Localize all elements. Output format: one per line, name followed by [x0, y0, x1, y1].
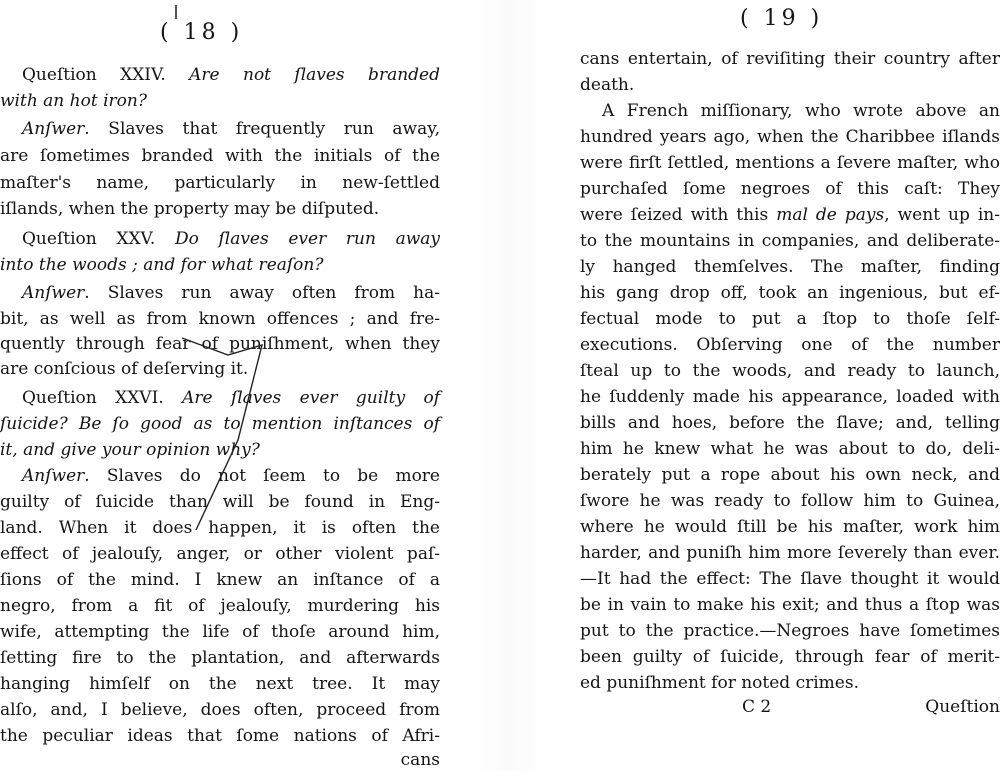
text: berately put a rope about his own neck, and — [580, 465, 1000, 485]
text-line-content — [0, 491, 440, 513]
text: were firſt ſettled, mentions a ſevere maſter, who — [580, 153, 1000, 173]
text-line — [0, 145, 440, 167]
text: effect of jealouſy, anger, or other violent paſ- — [0, 544, 440, 564]
text-line-content — [0, 517, 440, 539]
text-line — [0, 569, 440, 591]
text-line-content — [580, 230, 1000, 252]
text: cans — [400, 750, 440, 770]
text-line-content — [0, 699, 440, 721]
text-line — [22, 465, 440, 487]
text-line — [580, 126, 1000, 148]
italic-text: ſuicide? Be ſo good as to mention inſtances of — [0, 414, 440, 434]
text: harder, and puniſh him more ſeverely than ever. — [580, 543, 1000, 563]
text-line — [0, 517, 440, 539]
text: Queſtion XXVI. — [22, 388, 183, 408]
text: A French miſſionary, who wrote above an — [602, 101, 1000, 121]
text-line-content — [22, 387, 440, 409]
text: were ſeized with this — [580, 205, 777, 225]
text-line — [580, 74, 1000, 96]
text-line-content — [580, 490, 1000, 512]
text: fectual mode to put a ſtop to thoſe ſelf- — [580, 309, 1000, 329]
text-line — [580, 152, 1000, 174]
text: land. When it does happen, it is often the — [0, 518, 440, 538]
text: are conſcious of deſerving it. — [0, 359, 249, 379]
italic-text: Anſwer — [22, 283, 85, 303]
text-line-content — [580, 256, 1000, 278]
italic-text: it, and give your opinion why? — [0, 440, 260, 460]
text: been guilty of ſuicide, through fear of merit- — [580, 647, 1000, 667]
signature-mark: C 2 — [742, 697, 772, 717]
text: , went up in- — [884, 205, 1000, 225]
text: . Slaves do not ſeem to be more — [84, 466, 440, 486]
text-line — [0, 358, 440, 380]
text-line — [580, 360, 1000, 382]
text-line-content — [0, 145, 440, 167]
page-number: ( 18 ) — [160, 20, 244, 45]
text: bit, as well as from known offences ; and fre- — [0, 309, 440, 329]
text-line — [580, 256, 1000, 278]
text-line-content — [580, 412, 1000, 434]
text-line — [0, 491, 440, 513]
text-line — [0, 413, 440, 435]
text-line — [580, 230, 1000, 252]
text: ly hanged themſelves. The maſter, finding — [580, 257, 1000, 277]
text-line-content — [580, 282, 1000, 304]
text-line-content — [580, 594, 1000, 616]
text: him he knew what he was about to do, deli- — [580, 439, 1000, 459]
text-line — [580, 464, 1000, 486]
text-line — [0, 198, 440, 220]
text-line-content — [580, 672, 1000, 694]
text: cans entertain, of reviſiting their country after — [580, 49, 1000, 69]
text-line-content — [22, 282, 440, 304]
text: bills and hoes, before the ſlave; and, telling — [580, 413, 1000, 433]
text-line — [580, 334, 1000, 356]
text-line-content — [580, 646, 1000, 668]
text-line — [580, 542, 1000, 564]
text-line-content — [22, 228, 440, 250]
text-line-content — [0, 569, 440, 591]
text-line-content — [580, 516, 1000, 538]
text: . Slaves that frequently run away, — [84, 119, 440, 139]
text-line-content — [580, 334, 1000, 356]
text: put to the practice.—Negroes have ſometimes — [580, 621, 1000, 641]
italic-text: Anſwer — [22, 466, 85, 486]
text-line — [22, 118, 440, 140]
text-line — [0, 595, 440, 617]
text-line-content — [0, 254, 440, 276]
text-line-content — [580, 620, 1000, 642]
text-line — [580, 594, 1000, 616]
text: be in vain to make his exit; and thus a ſtop was — [580, 595, 1000, 615]
text: he ſuddenly made his appearance, loaded with — [580, 387, 1000, 407]
text-line — [0, 90, 440, 112]
text-line — [580, 412, 1000, 434]
text-line-content — [580, 438, 1000, 460]
text-line-content — [0, 308, 440, 330]
catchword: Queſtion — [925, 697, 1000, 717]
text: —It had the effect: The ſlave thought it would — [580, 569, 1000, 589]
text-line — [580, 48, 1000, 70]
text-line-content — [0, 621, 440, 643]
text-line — [22, 64, 440, 86]
text-line-content — [0, 725, 440, 747]
text: guilty of ſuicide than will be found in Eng- — [0, 492, 440, 512]
text: purchaſed ſome negroes of this caſt: They — [580, 179, 1000, 199]
text-line-content — [0, 172, 440, 194]
text: to the mountains in companies, and deliberate- — [580, 231, 1000, 251]
text: wife, attempting the life of thoſe around him, — [0, 622, 440, 642]
text-line-content — [580, 74, 1000, 96]
text: ſions of the mind. I knew an inſtance of a — [0, 570, 440, 590]
text-line-content — [0, 543, 440, 565]
text: maſter's name, particularly in new-ſettled — [0, 173, 440, 193]
text: ſetting fire to the plantation, and afterwards — [0, 648, 440, 668]
text-line-content — [580, 204, 1000, 226]
text-line-content — [580, 386, 1000, 408]
text: ed puniſhment for noted crimes. — [580, 673, 859, 693]
text-line — [580, 178, 1000, 200]
text-line — [580, 490, 1000, 512]
book-gutter — [470, 0, 550, 771]
text-line-content — [580, 48, 1000, 70]
text-line — [0, 439, 440, 461]
text-line-content — [580, 464, 1000, 486]
text-line — [580, 438, 1000, 460]
text-line — [0, 673, 440, 695]
text-line-content — [22, 118, 440, 140]
text-line — [0, 254, 440, 276]
text-line — [580, 516, 1000, 538]
text: hundred years ago, when the Charibbee iſlands — [580, 127, 1000, 147]
text: alſo, and, I believe, does often, proceed from — [0, 700, 440, 720]
page-number: ( 19 ) — [740, 6, 824, 31]
right-page — [580, 0, 1000, 771]
text-line-content — [602, 100, 1000, 122]
text-line-content — [0, 647, 440, 669]
text-line — [0, 699, 440, 721]
italic-text: with an hot iron? — [0, 91, 147, 111]
text-line — [0, 725, 440, 747]
text-line — [580, 282, 1000, 304]
text-line — [580, 620, 1000, 642]
text-line-content — [580, 542, 1000, 564]
text: where he would ſtill be his maſter, work him — [580, 517, 1000, 537]
italic-text: Anſwer — [22, 119, 85, 139]
italic-text: Are not ſlaves branded — [189, 65, 440, 85]
left-page — [0, 0, 440, 771]
text-line-content — [0, 673, 440, 695]
text: . Slaves run away often from ha- — [84, 283, 440, 303]
text-line-content — [580, 178, 1000, 200]
text-line — [0, 543, 440, 565]
text-line-content — [580, 308, 1000, 330]
text-line-content — [0, 749, 440, 771]
text: ſteal up to the woods, and ready to launch, — [580, 361, 1000, 381]
page-margin-mark — [175, 5, 177, 19]
text-line — [0, 647, 440, 669]
text: negro, from a fit of jealouſy, murdering his — [0, 596, 440, 616]
text: the peculiar ideas that ſome nations of Afri- — [0, 726, 440, 746]
text-line — [0, 333, 440, 355]
text: iſlands, when the property may be diſputed. — [0, 199, 380, 219]
text: hanging himſelf on the next tree. It may — [0, 674, 440, 694]
text-line-content — [0, 198, 440, 220]
text-line — [0, 621, 440, 643]
text-line — [22, 228, 440, 250]
text: quently through fear of puniſhment, when they — [0, 334, 440, 354]
text-line — [580, 646, 1000, 668]
text: his gang drop off, took an ingenious, but ef- — [580, 283, 1000, 303]
text-line-content — [0, 413, 440, 435]
text-line-content — [580, 360, 1000, 382]
text-line-content — [22, 465, 440, 487]
text-line — [0, 749, 440, 771]
text-line-content — [22, 64, 440, 86]
text-line — [580, 568, 1000, 590]
text-line-content — [0, 595, 440, 617]
text-line — [580, 204, 1000, 226]
text-line-content — [0, 333, 440, 355]
text-line-content — [580, 152, 1000, 174]
text-line — [0, 308, 440, 330]
text-line — [22, 282, 440, 304]
italic-text: Do ſlaves ever run away — [174, 229, 440, 249]
text-line — [580, 672, 1000, 694]
text-line — [580, 386, 1000, 408]
text: executions. Obſerving one of the number — [580, 335, 1000, 355]
italic-text: into the woods ; and for what reaſon? — [0, 255, 324, 275]
italic-text: mal de pays — [776, 205, 885, 225]
text-line — [22, 387, 440, 409]
text-line — [602, 100, 1000, 122]
text: are ſometimes branded with the initials of the — [0, 146, 440, 166]
text: death. — [580, 75, 635, 95]
text-line-content — [0, 90, 440, 112]
text-line-content — [0, 439, 440, 461]
text-line — [580, 308, 1000, 330]
text-line-content — [0, 358, 440, 380]
text: ſwore he was ready to follow him to Guinea, — [580, 491, 1000, 511]
text-line-content — [580, 568, 1000, 590]
text-line-content — [580, 126, 1000, 148]
text-line — [0, 172, 440, 194]
italic-text: Are ſlaves ever guilty of — [182, 388, 440, 408]
text: Queſtion XXIV. — [22, 65, 190, 85]
text: Queſtion XXV. — [22, 229, 175, 249]
